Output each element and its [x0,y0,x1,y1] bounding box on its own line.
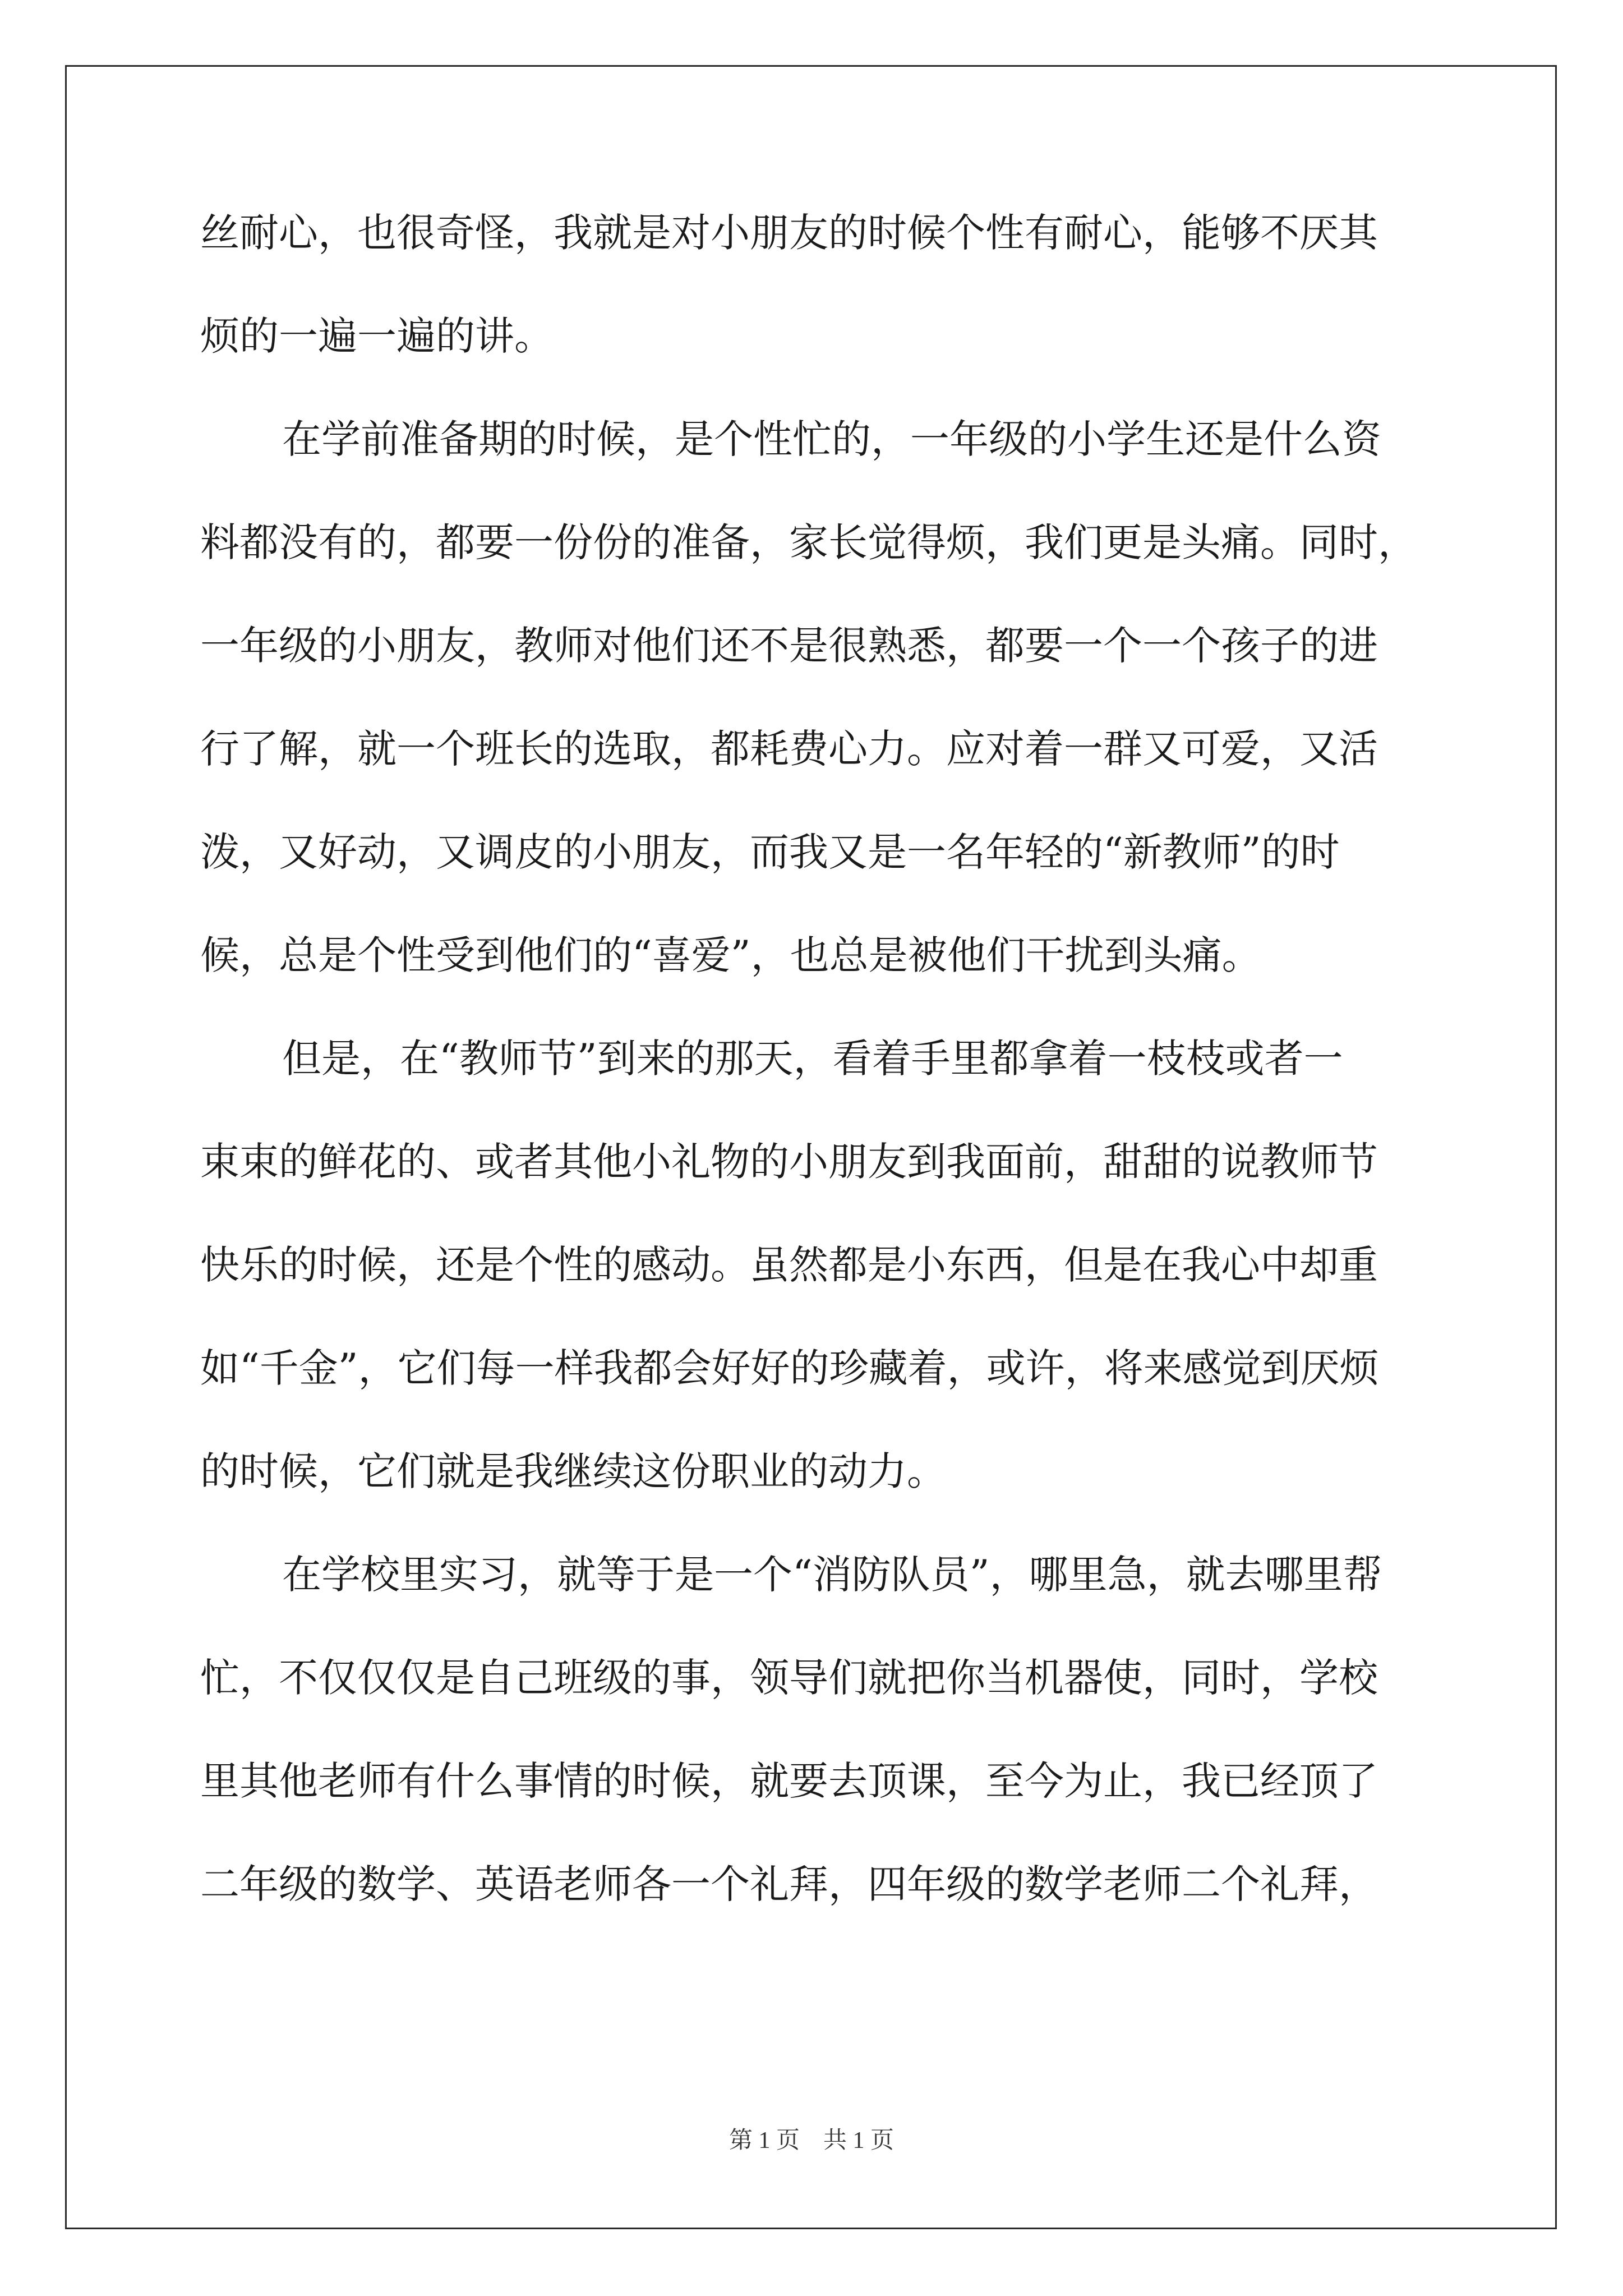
document-body [200,210,1423,1968]
text-line: 料都没有的，都要一份份的准备，家长觉得烦，我们更是头痛。同时， [200,519,1417,565]
text-line: 但是，在“教师节”到来的那天，看着手里都拿着一枝枝或者一 [282,1036,1343,1082]
text-line: 二年级的数学、英语老师各一个礼拜，四年级的数学老师二个礼拜， [200,1861,1378,1907]
text-line: 一年级的小朋友，教师对他们还不是很熟悉，都要一个一个孩子的进 [200,623,1378,669]
text-line: 在学前准备期的时候，是个性忙的，一年级的小学生还是什么资 [282,416,1381,462]
text-line: 候，总是个性受到他们的“喜爱”，也总是被他们干扰到头痛。 [200,932,1261,978]
text-line: 泼，又好动，又调皮的小朋友，而我又是一名年轻的“新教师”的时 [200,829,1340,875]
page-footer: 第 1 页 共 1 页 [728,2128,894,2154]
text-line: 烦的一遍一遍的讲。 [200,313,554,359]
text-line: 在学校里实习，就等于是一个“消防队员”，哪里急，就去哪里帮 [282,1552,1382,1598]
text-line: 丝耐心，也很奇怪，我就是对小朋友的时候个性有耐心，能够不厌其 [200,210,1378,256]
text-line: 束束的鲜花的、或者其他小礼物的小朋友到我面前，甜甜的说教师节 [200,1139,1378,1185]
text-line: 快乐的时候，还是个性的感动。虽然都是小东西，但是在我心中却重 [200,1242,1378,1288]
text-line: 的时候，它们就是我继续这份职业的动力。 [200,1448,946,1494]
text-line: 里其他老师有什么事情的时候，就要去顶课，至今为止，我已经顶了 [200,1758,1378,1804]
text-line: 行了解，就一个班长的选取，都耗费心力。应对着一群又可爱，又活 [200,726,1378,772]
text-line: 忙，不仅仅仅是自己班级的事，领导们就把你当机器使，同时，学校 [200,1655,1378,1701]
text-line: 如“千金”，它们每一样我都会好好的珍藏着，或许，将来感觉到厌烦 [200,1345,1379,1391]
